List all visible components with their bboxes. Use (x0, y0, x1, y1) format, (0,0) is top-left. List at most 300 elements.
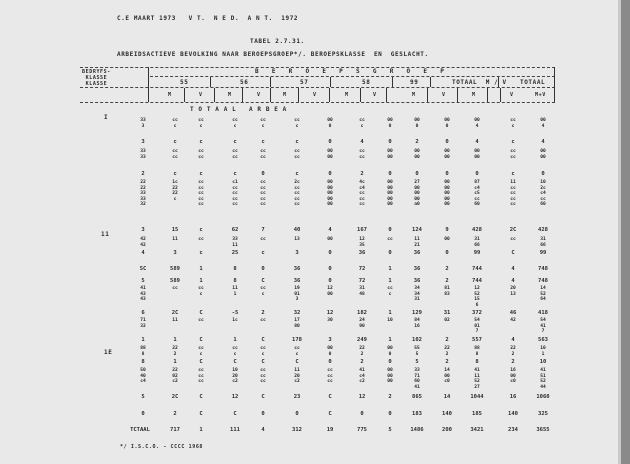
table-cell: 36 (293, 278, 301, 284)
stacked-values: 3311 (232, 237, 238, 248)
table-cell: c (199, 227, 203, 233)
table-cell: 0 (261, 266, 265, 272)
column-divider (214, 88, 215, 102)
table-cell: 2 (360, 171, 364, 177)
table-cell: 563 (538, 337, 548, 343)
stacked-values: 000 (444, 118, 450, 129)
stacked-values: ccc (198, 346, 204, 357)
table-cell: C (261, 278, 265, 284)
stacked-values: 000 (387, 118, 393, 129)
table-cell: C (199, 337, 203, 343)
row-label-header: BEDRYFS- KLASSE KLASSE (82, 69, 111, 87)
stacked-values: 33716041 (414, 368, 420, 390)
stacked-values: cccc (260, 149, 266, 160)
stacked-values: 1200 (327, 286, 333, 297)
table-cell: 2 (173, 411, 177, 417)
total-cell: 1486 (410, 427, 424, 433)
header-rule (80, 87, 555, 88)
table-title: ARBEIDSACTIEVE BEVOLKING NAAR BEROEPSGROEP*/. BEROEPSKLASSE EN GESLACHT. (117, 51, 429, 58)
stacked-values: 1121 (414, 237, 420, 248)
stacked-values: 1020c2 (232, 368, 238, 385)
table-cell: 3 (295, 250, 299, 256)
table-cell: 0 (328, 359, 332, 365)
table-cell: 3 (141, 227, 145, 233)
table-cell: 744 (472, 278, 482, 284)
stacked-values: 888 (474, 346, 480, 357)
stacked-values: 1c (232, 318, 238, 323)
table-cell: 2 (445, 278, 449, 284)
column-divider (457, 88, 458, 102)
stacked-values: 0000 (387, 149, 393, 160)
stacked-values: 41115227 (474, 368, 480, 390)
stacked-values: 000 (414, 118, 420, 129)
table-cell: 3 (328, 337, 332, 343)
stacked-values: 00 (444, 237, 450, 242)
section-label: T O T A A L A R B E A (190, 106, 287, 113)
stacked-values: 000 (387, 346, 393, 357)
stacked-values: 0000 (540, 149, 546, 160)
table-cell: 40 (293, 227, 301, 233)
table-cell: c (261, 250, 265, 256)
sex-header: M (283, 92, 287, 98)
table-cell: 2 (415, 139, 419, 145)
stacked-values: 10 (387, 318, 393, 323)
table-cell: 4 (511, 278, 515, 284)
stacked-values: cccc (198, 149, 204, 160)
stacked-values: 004 (474, 118, 480, 129)
stacked-values: 00 (327, 237, 333, 242)
table-cell: 1 (388, 278, 392, 284)
stacked-values: ccc (198, 286, 204, 297)
table-cell: 2 (388, 394, 392, 400)
table-cell: 249 (357, 337, 367, 343)
table-cell: 0 (261, 171, 265, 177)
group-header: 56 (240, 79, 249, 86)
table-cell: 124 (412, 227, 422, 233)
table-cell: 8 (475, 359, 479, 365)
table-cell: 0 (388, 227, 392, 233)
publication-line: C.E MAART 1973 V T. N E D. A N T. 1972 (117, 15, 299, 22)
group-divider (270, 77, 271, 87)
table-cell: 4 (360, 139, 364, 145)
table-cell: 36 (358, 250, 366, 256)
stacked-values: 11cccccccc (510, 180, 516, 208)
table-cell: 62 (231, 227, 239, 233)
table-cell: C (295, 359, 299, 365)
stacked-values: cccc (232, 149, 238, 160)
sex-header: V (199, 92, 203, 98)
table-cell: 36 (293, 266, 301, 272)
stacked-values: cc (510, 237, 516, 242)
table-cell: 0 (328, 171, 332, 177)
stacked-values: 1600c0 (510, 368, 516, 385)
stacked-values: ccc (510, 118, 516, 129)
stacked-values: 414343 (140, 286, 146, 303)
sex-header: V (442, 92, 446, 98)
table-cell: c (199, 171, 203, 177)
table-cell: 12 (358, 394, 366, 400)
stacked-values: c1cccccccc (232, 180, 238, 208)
column-divider (242, 88, 243, 102)
table-cell: 72 (358, 278, 366, 284)
stacked-values: 2222333332 (140, 180, 146, 208)
table-cell: C (233, 411, 237, 417)
table-cell: 1 (173, 359, 177, 365)
stacked-values: cc (260, 237, 266, 242)
stacked-values: 7132 (140, 318, 146, 329)
table-cell: 14 (443, 394, 451, 400)
stacked-values: 19013 (294, 286, 300, 303)
table-cell: 12 (326, 310, 334, 316)
column-divider (500, 88, 501, 102)
stacked-values: 0000 (474, 149, 480, 160)
stacked-values: 0000000000 (387, 180, 393, 208)
table-cell: 3 (141, 139, 145, 145)
table-cell: 102 (412, 337, 422, 343)
stacked-values: 02 (444, 318, 450, 323)
stacked-values: 222 (444, 346, 450, 357)
table-cell: -5 (231, 310, 239, 316)
table-cell: 36 (413, 266, 421, 272)
table-cell: 6 (141, 310, 145, 316)
stacked-values: cc (387, 237, 393, 242)
table-cell: 5C (139, 266, 147, 272)
table-cell: 2C (509, 227, 517, 233)
total-cell: 312 (292, 427, 302, 433)
total-cell: 111 (230, 427, 240, 433)
stacked-values: 11 (172, 318, 178, 323)
table-cell: 129 (412, 310, 422, 316)
table-cell: 0 (445, 171, 449, 177)
total-cell: 234 (508, 427, 518, 433)
stacked-values: 101 (540, 346, 546, 357)
sex-header: M+V (535, 92, 546, 98)
table-cell: 9 (445, 227, 449, 233)
sex-header: M (345, 92, 349, 98)
group-header: 99 (410, 79, 419, 86)
total-cell: 5 (388, 427, 392, 433)
stacked-values: 30 (327, 318, 333, 323)
stacked-values: 54417 (540, 318, 546, 335)
stacked-values: 8183 (444, 286, 450, 297)
stacked-values: 54017 (474, 318, 480, 335)
table-cell: 7 (261, 227, 265, 233)
stacked-values: ccc (198, 118, 204, 129)
column-divider (298, 88, 299, 102)
sex-header: M (168, 92, 172, 98)
table-cell: 36 (413, 250, 421, 256)
stacked-values: 004 (540, 118, 546, 129)
table-cell: 428 (538, 227, 548, 233)
stacked-values: 000000 (387, 368, 393, 385)
stacked-values: 333 (140, 118, 146, 129)
table-cell: 2C (171, 394, 179, 400)
stacked-values: 41515244 (540, 368, 546, 390)
table-cell: 748 (538, 266, 548, 272)
sex-header: M (228, 92, 232, 98)
table-cell: 8 (233, 266, 237, 272)
table-cell: C (328, 394, 332, 400)
stacked-values: 0000 (327, 149, 333, 160)
group-divider (430, 77, 431, 87)
stacked-values: 1c2222c (172, 180, 178, 202)
group-divider (392, 77, 393, 87)
table-cell: C (261, 359, 265, 365)
stacked-values: 8416 (414, 318, 420, 329)
table-cell: 1044 (470, 394, 484, 400)
stacked-values: 0000 (444, 149, 450, 160)
header-divider (148, 67, 149, 102)
table-cell: 0 (415, 171, 419, 177)
table-cell: 372 (472, 310, 482, 316)
table-cell: 0 (388, 411, 392, 417)
table-cell: C (199, 359, 203, 365)
table-cell: 1 (141, 337, 145, 343)
table-cell: 4 (541, 139, 545, 145)
table-cell: 140 (442, 411, 452, 417)
column-divider (487, 88, 488, 102)
stacked-values: cc (198, 237, 204, 242)
stacked-values: 145264 (540, 286, 546, 303)
stacked-values: 87c4c5cc60 (474, 180, 480, 208)
table-cell: 1 (199, 278, 203, 284)
sex-header: V (373, 92, 377, 98)
table-cell: 418 (538, 310, 548, 316)
stacked-values: cccc (359, 149, 365, 160)
stacked-values: ccc (294, 346, 300, 357)
table-cell: 15 (171, 227, 179, 233)
table-cell: 1 (233, 337, 237, 343)
stacked-values: 2490 (359, 318, 365, 329)
table-cell: 8 (233, 278, 237, 284)
stacked-values: ccc (172, 118, 178, 129)
table-cell: C (511, 250, 515, 256)
stacked-values: cccc (294, 149, 300, 160)
table-cell: 0 (388, 139, 392, 145)
table-cell: 12 (231, 394, 239, 400)
group-header: TOTAAL (520, 79, 546, 86)
table-cell: 0 (295, 411, 299, 417)
total-cell: 717 (170, 427, 180, 433)
stacked-values: 222 (172, 346, 178, 357)
table-cell: 0 (445, 139, 449, 145)
stacked-values: 222 (359, 346, 365, 357)
table-cell: 1060 (536, 394, 550, 400)
table-cell: C (199, 394, 203, 400)
total-row-label: TCTAAL (130, 427, 150, 433)
stacked-values: 5040c4 (140, 368, 146, 385)
table-cell: 2 (141, 171, 145, 177)
table-cell: 2 (445, 359, 449, 365)
column-divider (270, 88, 271, 102)
table-cell: c (199, 139, 203, 145)
beroepsgroep-spanner: B E R O E P S G R O E P (255, 68, 446, 75)
group-header: 57 (300, 79, 309, 86)
group-header: TOTAAL M / V (452, 79, 507, 86)
footnote: */ I.S.C.O. - CCCC 1968 (120, 444, 204, 450)
stacked-values: 1252156 (474, 286, 480, 308)
stacked-values: 555 (414, 346, 420, 357)
table-cell: 178 (292, 337, 302, 343)
stacked-values: 343431 (414, 286, 420, 303)
stacked-values: 41c4c2 (359, 368, 365, 385)
table-cell: 0 (328, 139, 332, 145)
table-cell: 0 (388, 250, 392, 256)
table-cell: 4 (511, 337, 515, 343)
total-cell: 4 (261, 427, 265, 433)
column-divider (329, 88, 330, 102)
sex-header: V (313, 92, 317, 98)
stacked-values: 1235 (359, 237, 365, 248)
stacked-values: 4cc4cccccc (359, 180, 365, 208)
stacked-values: ccc (387, 286, 393, 297)
margin-mark: 11 (101, 231, 110, 238)
column-divider (427, 88, 428, 102)
table-cell: 4 (475, 139, 479, 145)
table-cell: 4 (141, 250, 145, 256)
table-cell: 5 (141, 394, 145, 400)
sex-header: V (257, 92, 261, 98)
table-cell: c (233, 139, 237, 145)
stacked-values: 000 (327, 346, 333, 357)
table-cell: 2 (261, 310, 265, 316)
stacked-values: cc (260, 318, 266, 323)
stacked-values: 0000000000 (444, 180, 450, 208)
header-divider (554, 67, 555, 102)
table-cell: 0 (445, 250, 449, 256)
stacked-values: ccc (232, 346, 238, 357)
table-cell: 46 (509, 310, 517, 316)
table-cell: 0 (261, 411, 265, 417)
stacked-values: 3166 (540, 237, 546, 248)
table-cell: 589 (170, 278, 180, 284)
table-cell: 8 (141, 359, 145, 365)
group-divider (330, 77, 331, 87)
table-cell: c (295, 171, 299, 177)
stacked-values: 11 (172, 237, 178, 242)
scan-edge (621, 0, 630, 464)
table-cell: c (233, 171, 237, 177)
total-cell: 200 (442, 427, 452, 433)
total-cell: 19 (326, 427, 334, 433)
stacked-values: 2202c2 (172, 368, 178, 385)
stacked-values: cccc (510, 149, 516, 160)
stacked-values: 102cc4cc60 (540, 180, 546, 208)
table-cell: c (511, 171, 515, 177)
table-cell: 1 (388, 337, 392, 343)
table-cell: 0 (328, 250, 332, 256)
margin-mark: I (104, 114, 109, 121)
table-cell: 99 (473, 250, 481, 256)
table-cell: C (199, 310, 203, 316)
total-cell: 775 (357, 427, 367, 433)
table-cell: 0 (388, 171, 392, 177)
stacked-values: 000 (327, 118, 333, 129)
table-cell: 16 (509, 394, 517, 400)
table-cell: 0 (328, 278, 332, 284)
table-cell: 1 (388, 266, 392, 272)
sex-header: M (472, 92, 476, 98)
sex-header: V (510, 92, 514, 98)
table-cell: 2 (511, 359, 515, 365)
table-cell: 185 (472, 411, 482, 417)
table-cell: 32 (293, 310, 301, 316)
table-cell: 1 (173, 337, 177, 343)
table-cell: 744 (472, 266, 482, 272)
column-divider (360, 88, 361, 102)
total-cell: 3655 (536, 427, 550, 433)
table-cell: 23 (293, 394, 301, 400)
stacked-values: cccccccccc (260, 180, 266, 208)
stacked-values: 27000000a0 (414, 180, 420, 208)
stacked-values: ccc (260, 118, 266, 129)
header-rule (80, 102, 555, 103)
table-cell: 428 (472, 227, 482, 233)
column-divider (184, 88, 185, 102)
total-cell: 3421 (470, 427, 484, 433)
table-cell: 2 (360, 359, 364, 365)
stacked-values: 42 (510, 318, 516, 323)
table-cell: 182 (357, 310, 367, 316)
stacked-values: 111 (232, 286, 238, 297)
table-cell: 0 (388, 359, 392, 365)
table-header (80, 67, 555, 102)
table-cell: 0 (141, 411, 145, 417)
table-cell: 748 (538, 278, 548, 284)
table-cell: 5 (141, 278, 145, 284)
table-cell: 4 (511, 266, 515, 272)
table-cell: 1 (199, 266, 203, 272)
stacked-values: 0000000000 (327, 180, 333, 208)
stacked-values: ccc (232, 118, 238, 129)
stacked-values: cccccc (260, 368, 266, 385)
total-cell: 1 (199, 427, 203, 433)
table-cell: C (233, 359, 237, 365)
margin-mark: 1E (104, 349, 113, 356)
table-cell: 4 (328, 227, 332, 233)
group-header: 55 (180, 79, 189, 86)
table-cell: c (295, 139, 299, 145)
table-cell: 0 (360, 411, 364, 417)
table-cell: 140 (508, 411, 518, 417)
table-cell: c (199, 250, 203, 256)
table-cell: 99 (539, 250, 547, 256)
stacked-values: 3148 (359, 286, 365, 297)
table-cell: 25 (231, 250, 239, 256)
table-cell: 0 (475, 171, 479, 177)
table-cell: 72 (358, 266, 366, 272)
table-cell: 0 (541, 171, 545, 177)
column-divider (386, 88, 387, 102)
table-cell: C (261, 337, 265, 343)
stacked-values: 13 (294, 237, 300, 242)
table-cell: 183 (412, 411, 422, 417)
table-cell: c (173, 139, 177, 145)
stacked-values: 2ccccccccc (294, 180, 300, 208)
stacked-values: 1780 (294, 318, 300, 329)
stacked-values: 3333 (140, 149, 146, 160)
table-cell: 557 (472, 337, 482, 343)
table-cell: 2 (445, 337, 449, 343)
stacked-values: 2013 (510, 286, 516, 297)
table-cell: 10 (539, 359, 547, 365)
stacked-values: 0000 (414, 149, 420, 160)
stacked-values: 222 (510, 346, 516, 357)
stacked-values: 1400c0 (444, 368, 450, 385)
stacked-values: 4242 (140, 237, 146, 248)
table-cell: c (173, 171, 177, 177)
table-cell: c (261, 139, 265, 145)
